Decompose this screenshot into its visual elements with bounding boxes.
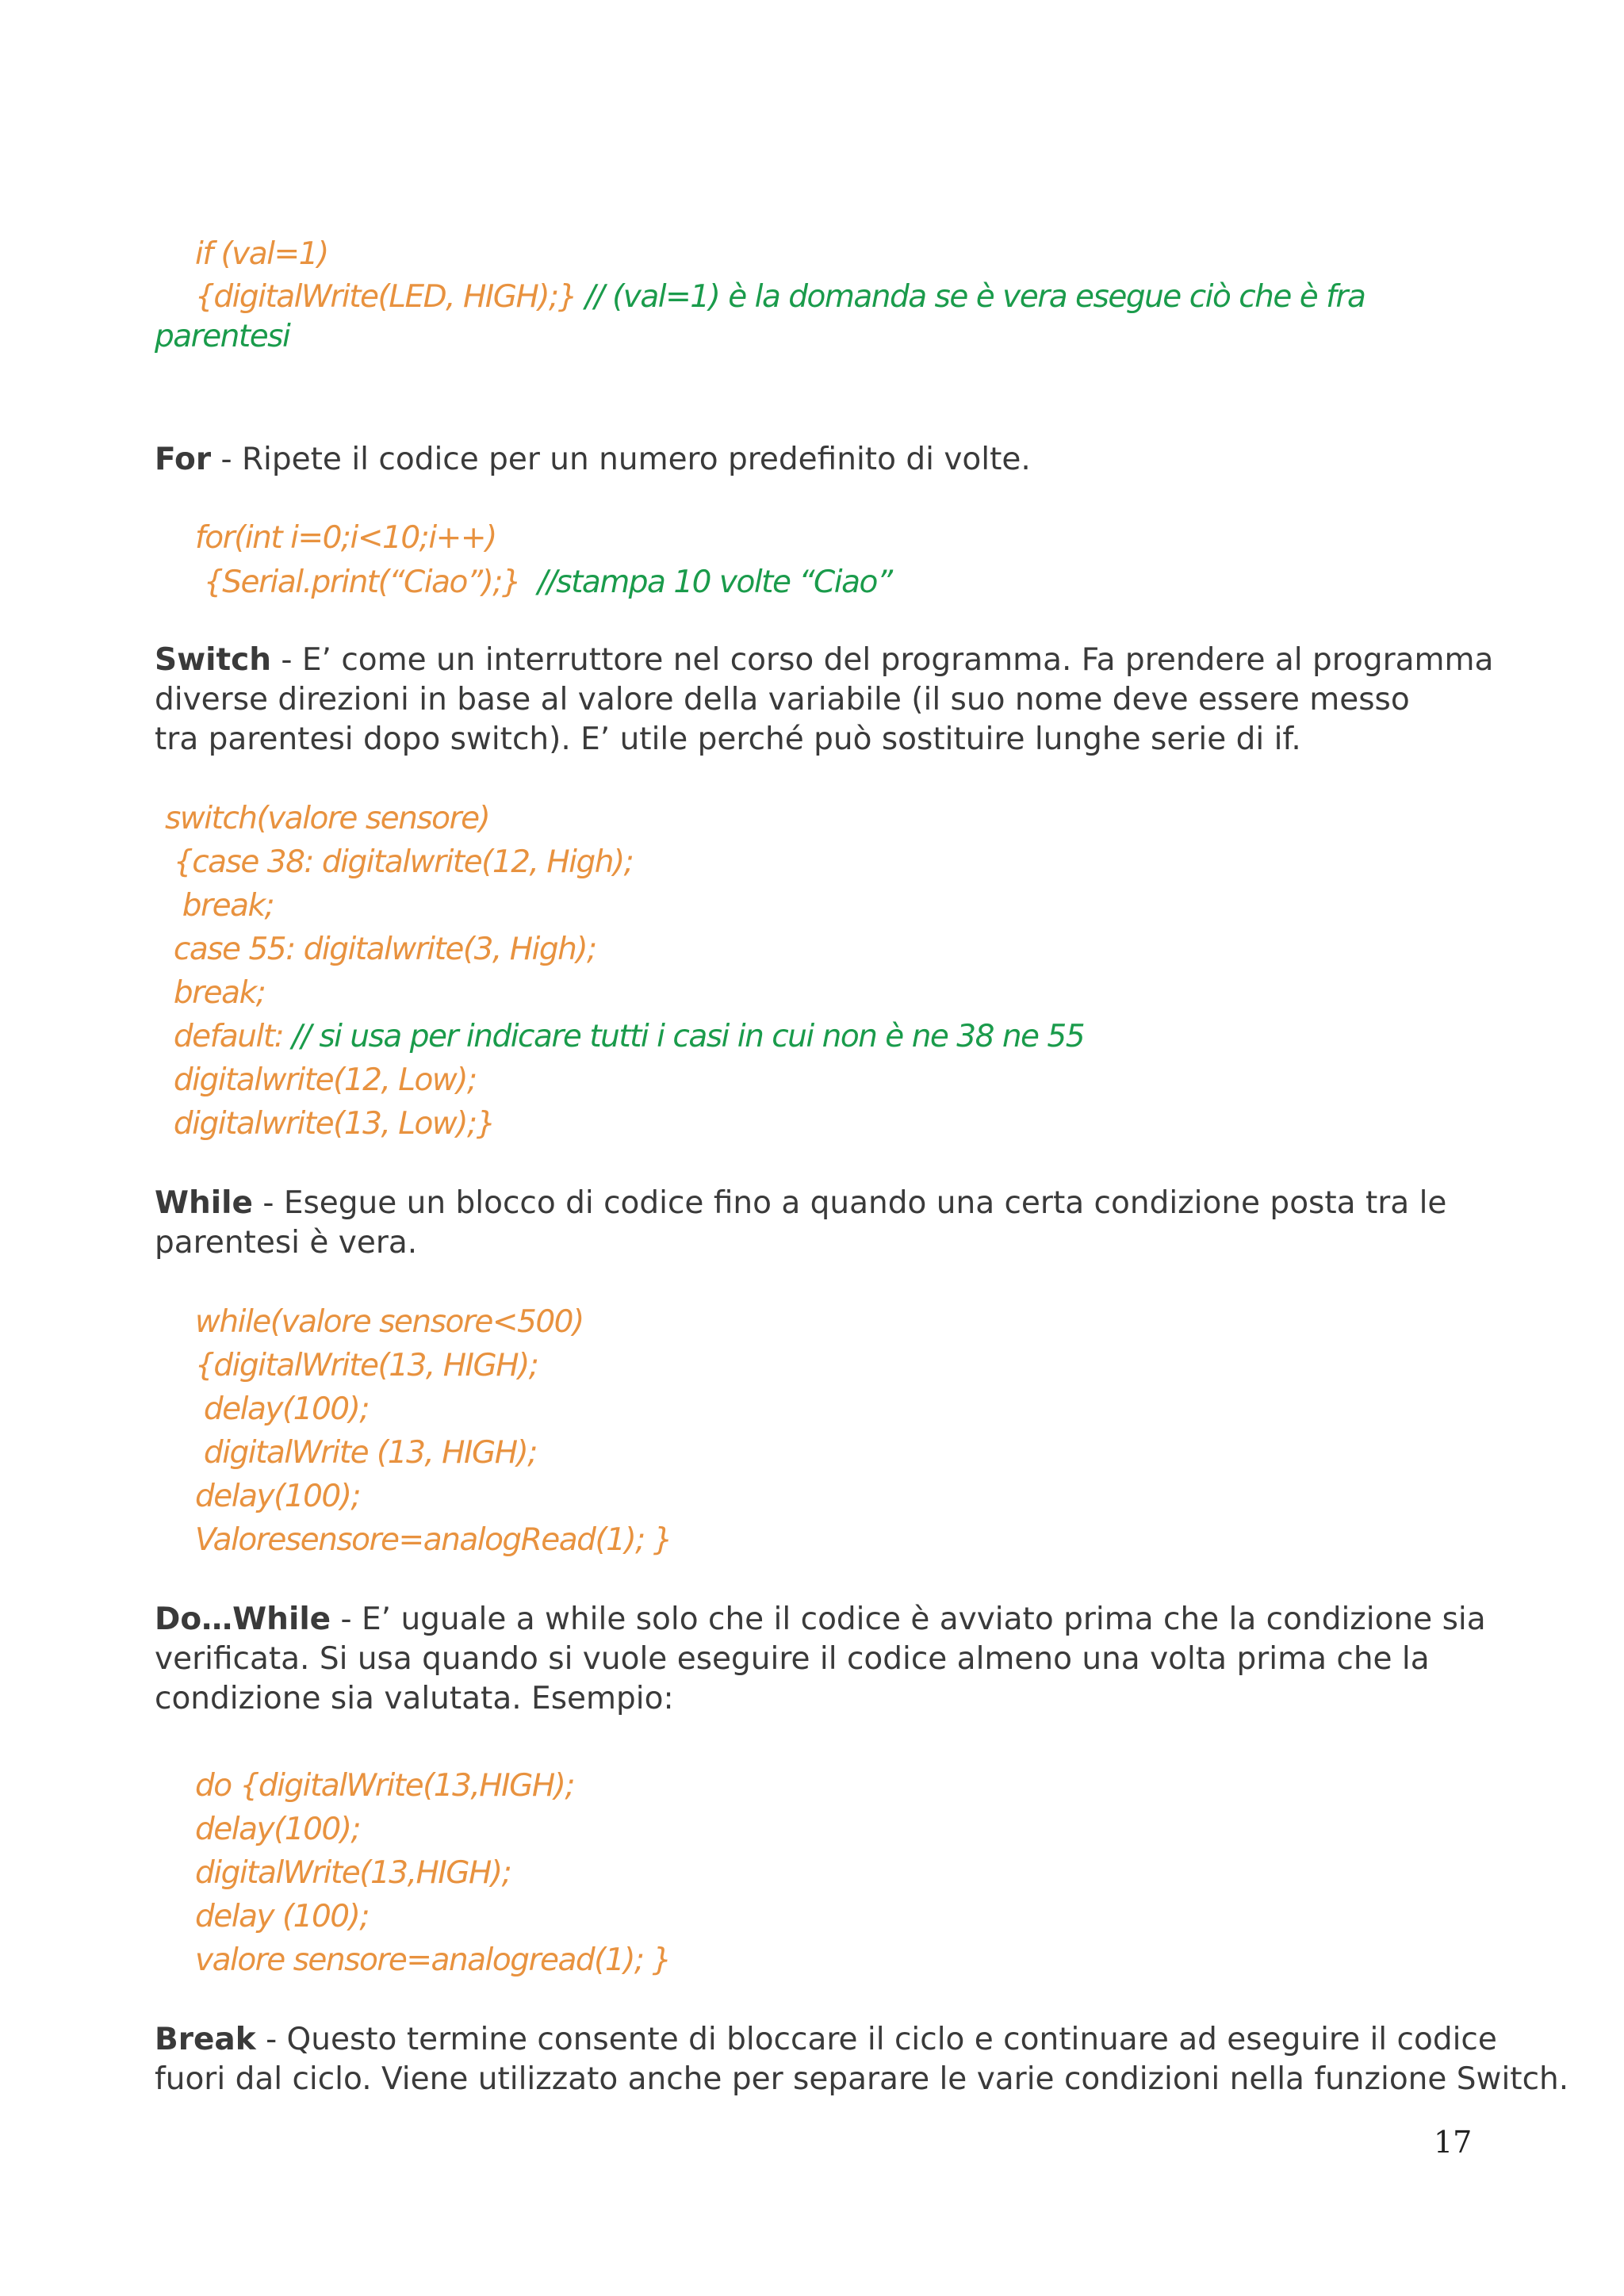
break-keyword: Break bbox=[155, 2022, 256, 2057]
break-description-line-2: fuori dal ciclo. Viene utilizzato anche per separare le varie condizioni nella funzione Switch. bbox=[155, 2061, 1569, 2097]
for-text: - Ripete il codice per un numero predefinito di volte. bbox=[211, 442, 1031, 477]
page-number: 17 bbox=[1434, 2125, 1473, 2160]
dowhile-code-line-1: do {digitalWrite(13,HIGH); bbox=[195, 1768, 575, 1804]
if-code-comment-continuation: parentesi bbox=[155, 319, 290, 354]
switch-default-comment: // si usa per indicare tutti i casi in cui non è ne 38 ne 55 bbox=[283, 1019, 1085, 1054]
dowhile-code-line-5: valore sensore=analogread(1); } bbox=[195, 1942, 671, 1978]
for-keyword: For bbox=[155, 442, 212, 477]
if-code-comment: // (val=1) è la domanda se è vera esegue ciò che è fra bbox=[576, 279, 1365, 315]
switch-code-line-4: case 55: digitalwrite(3, High); bbox=[165, 932, 596, 967]
dowhile-code-line-3: digitalWrite(13,HIGH); bbox=[195, 1855, 511, 1891]
dowhile-code-line-2: delay(100); bbox=[195, 1812, 361, 1847]
switch-code-line-6 bbox=[165, 1017, 1084, 1057]
for-code-statement: {Serial.print(“Ciao”);} bbox=[195, 564, 530, 600]
while-code-line-2: {digitalWrite(13, HIGH); bbox=[195, 1348, 538, 1383]
if-code-line-1: if (val=1) bbox=[195, 236, 328, 272]
while-code-line-4: digitalWrite (13, HIGH); bbox=[195, 1435, 537, 1471]
break-text-1: - Questo termine consente di bloccare il ciclo e continuare ad eseguire il codice bbox=[255, 2022, 1497, 2057]
switch-text-1: - E’ come un interruttore nel corso del programma. Fa prendere al programma bbox=[271, 642, 1494, 678]
for-code-line-2 bbox=[195, 563, 892, 603]
dowhile-description-line-1 bbox=[155, 1600, 1486, 1640]
while-code-line-5: delay(100); bbox=[195, 1479, 361, 1514]
switch-description-line-3: tra parentesi dopo switch). E’ utile perché può sostituire lunghe serie di if. bbox=[155, 721, 1301, 757]
if-code-statement: {digitalWrite(LED, HIGH);} bbox=[195, 279, 577, 315]
dowhile-code-line-4: delay (100); bbox=[195, 1899, 369, 1934]
while-code-line-6: Valoresensore=analogRead(1); } bbox=[195, 1522, 672, 1558]
switch-description-line-1 bbox=[155, 641, 1493, 680]
dowhile-description-line-2: verificata. Si usa quando si vuole eseguire il codice almeno una volta prima che la bbox=[155, 1641, 1430, 1677]
switch-code-line-8: digitalwrite(13, Low);} bbox=[165, 1106, 495, 1142]
for-code-line-1: for(int i=0;i<10;i++) bbox=[195, 520, 496, 556]
for-code-comment: //stampa 10 volte “Ciao” bbox=[529, 564, 892, 600]
for-description bbox=[155, 440, 1031, 480]
while-code-line-3: delay(100); bbox=[195, 1391, 369, 1427]
while-description-line-2: parentesi è vera. bbox=[155, 1225, 418, 1261]
dowhile-text-1: - E’ uguale a while solo che il codice è avviato prima che la condizione sia bbox=[331, 1601, 1486, 1637]
while-text-1: - Esegue un blocco di codice fino a quando una certa condizione posta tra le bbox=[252, 1185, 1447, 1221]
switch-code-line-2: {case 38: digitalwrite(12, High); bbox=[165, 844, 634, 880]
switch-code-line-7: digitalwrite(12, Low); bbox=[165, 1062, 477, 1098]
while-description-line-1 bbox=[155, 1184, 1446, 1223]
switch-description-line-2: diverse direzioni in base al valore della variabile (il suo nome deve essere messo bbox=[155, 682, 1410, 718]
switch-code-line-1: switch(valore sensore) bbox=[165, 801, 490, 836]
switch-keyword: Switch bbox=[155, 642, 272, 678]
switch-default-label: default: bbox=[165, 1019, 284, 1054]
switch-code-line-5: break; bbox=[165, 975, 266, 1011]
switch-code-line-3: break; bbox=[165, 888, 274, 924]
if-code-line-2 bbox=[195, 277, 1365, 317]
dowhile-description-line-3: condizione sia valutata. Esempio: bbox=[155, 1681, 674, 1716]
while-keyword: While bbox=[155, 1185, 253, 1221]
dowhile-keyword: Do…While bbox=[155, 1601, 331, 1637]
break-description-line-1 bbox=[155, 2020, 1497, 2060]
while-code-line-1: while(valore sensore<500) bbox=[195, 1304, 584, 1340]
